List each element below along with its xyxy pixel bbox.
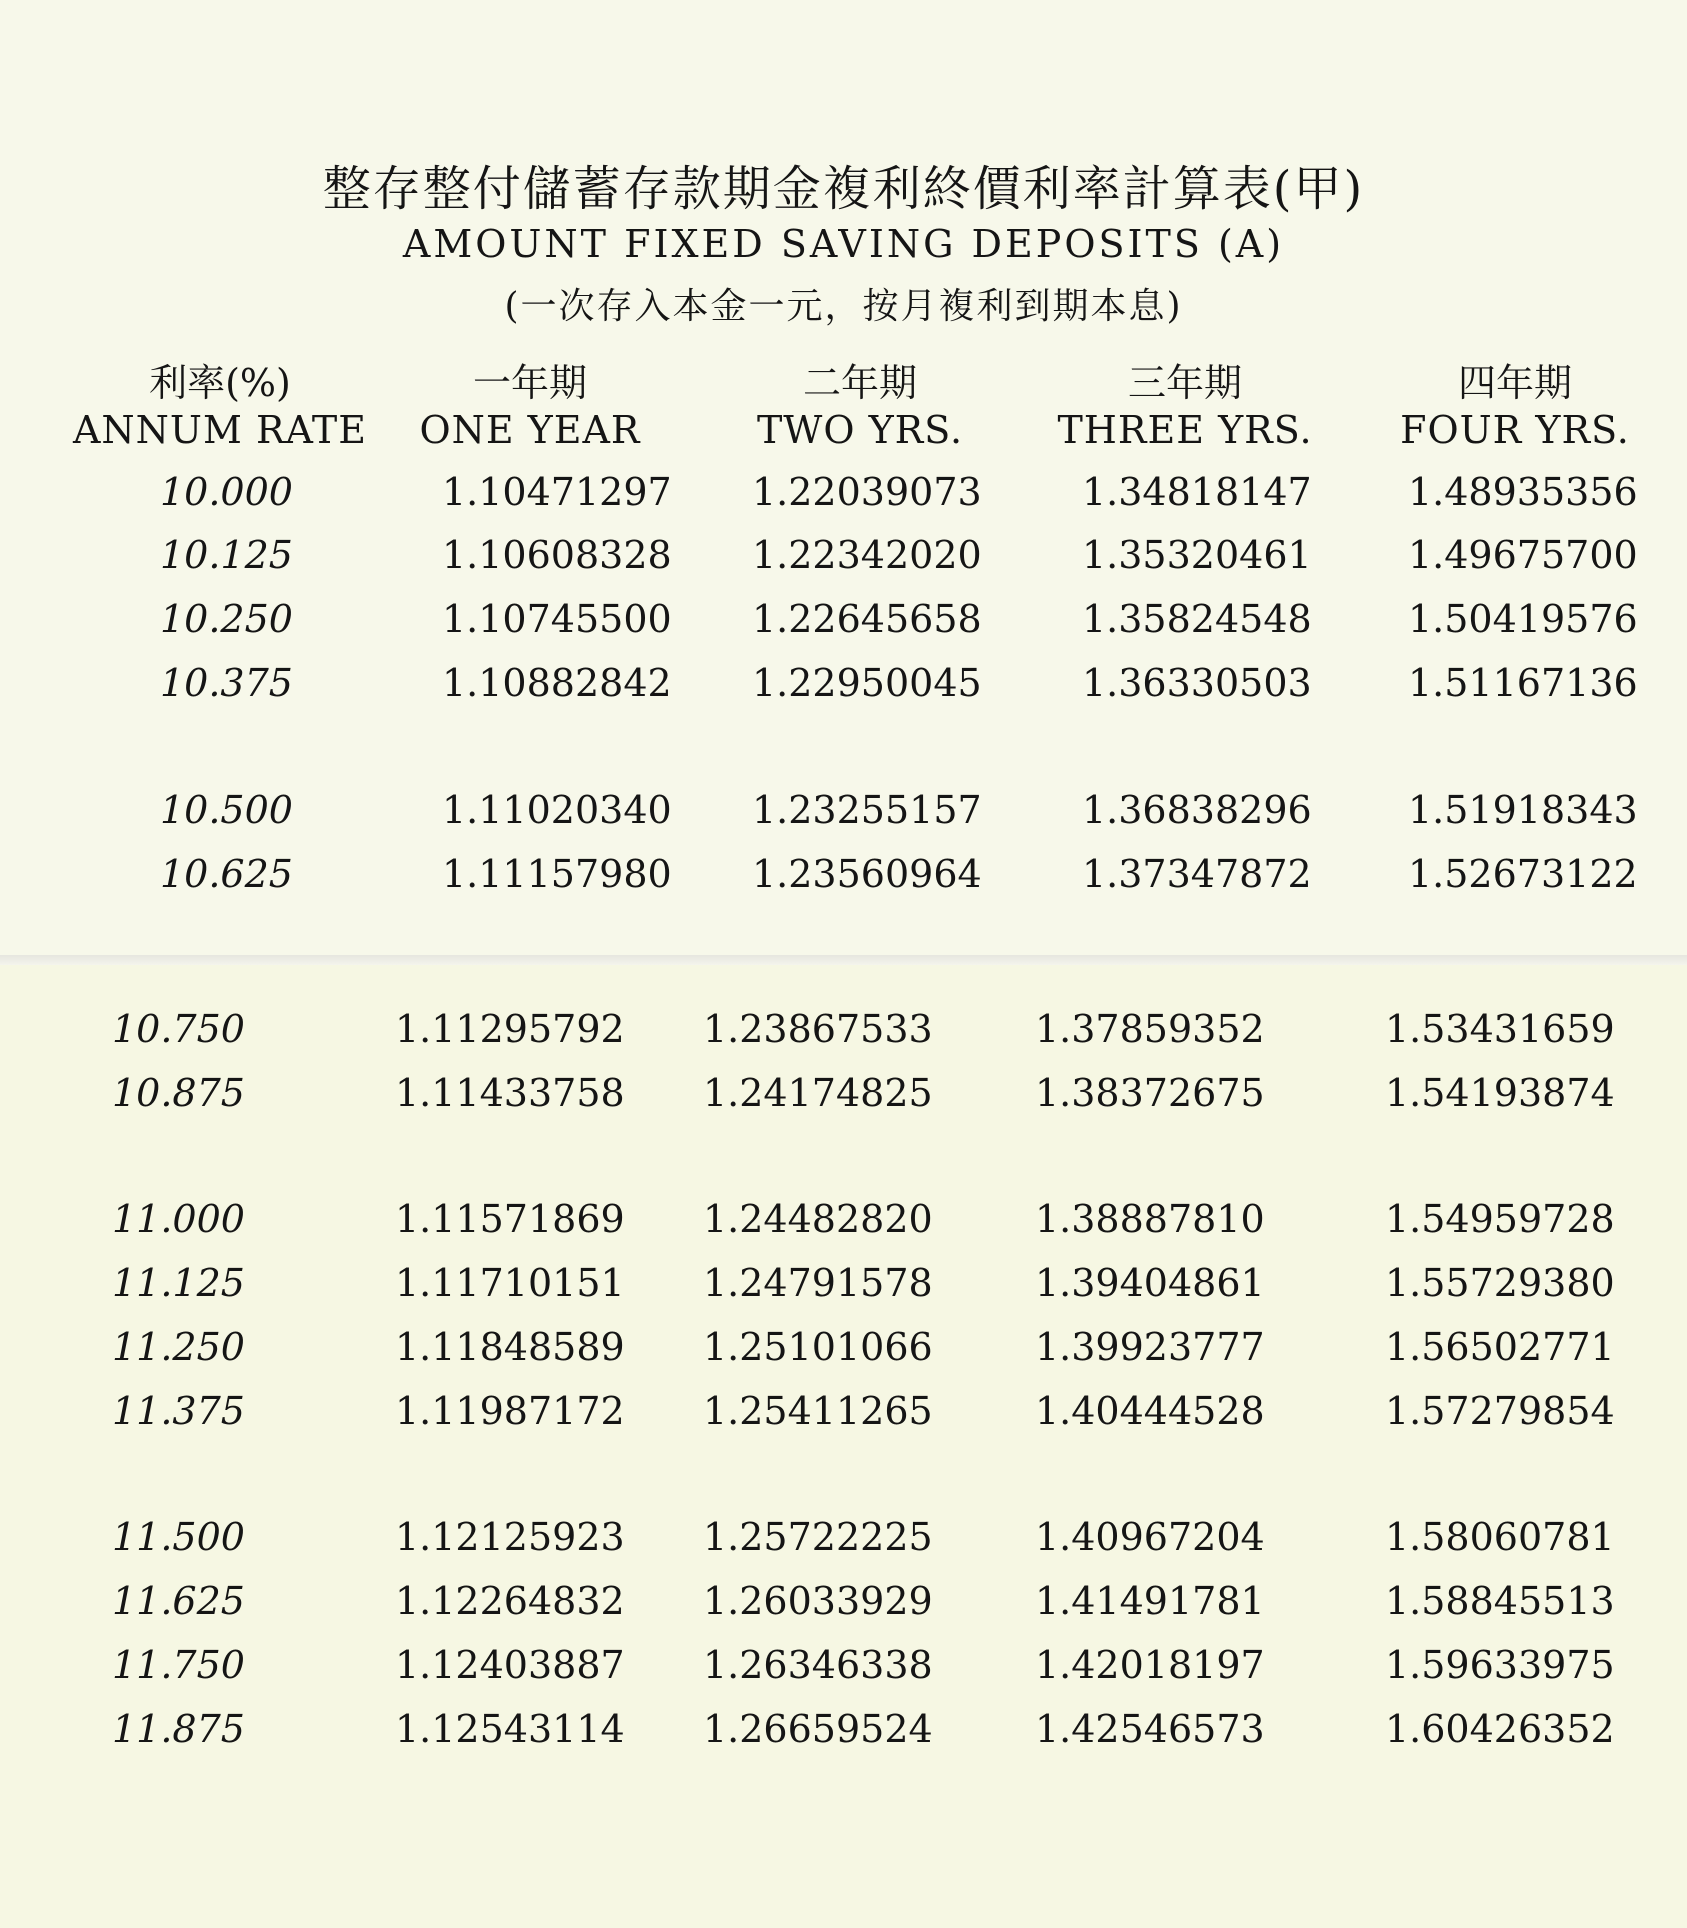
four-years-cell: 1.59633975	[1385, 1643, 1615, 1687]
page-divider	[0, 955, 1687, 965]
header-three-years-zh: 三年期	[1127, 361, 1242, 405]
rate-cell: 10.750	[112, 1007, 245, 1051]
two-years-cell: 1.22645658	[752, 597, 982, 641]
one-year-cell: 1.10608328	[442, 533, 672, 577]
header-rate-en: ANNUM RATE	[72, 408, 368, 452]
four-years-cell: 1.56502771	[1385, 1325, 1615, 1369]
rate-cell: 11.750	[112, 1643, 245, 1687]
four-years-cell: 1.51918343	[1408, 788, 1638, 832]
two-years-cell: 1.26659524	[703, 1707, 933, 1751]
three-years-cell: 1.39404861	[1035, 1261, 1265, 1305]
three-years-cell: 1.35320461	[1082, 533, 1312, 577]
two-years-cell: 1.23255157	[752, 788, 982, 832]
header-one-year-en: ONE YEAR	[419, 408, 641, 452]
two-years-cell: 1.23867533	[703, 1007, 933, 1051]
three-years-cell: 1.42018197	[1035, 1643, 1265, 1687]
three-years-cell: 1.40444528	[1035, 1389, 1265, 1433]
three-years-cell: 1.34818147	[1082, 470, 1312, 514]
four-years-cell: 1.60426352	[1385, 1707, 1615, 1751]
four-years-cell: 1.48935356	[1408, 470, 1638, 514]
two-years-cell: 1.26346338	[703, 1643, 933, 1687]
three-years-cell: 1.37347872	[1082, 852, 1312, 896]
one-year-cell: 1.12125923	[395, 1515, 625, 1559]
rate-cell: 11.125	[112, 1261, 245, 1305]
four-years-cell: 1.58060781	[1385, 1515, 1615, 1559]
rate-cell: 11.625	[112, 1579, 245, 1623]
one-year-cell: 1.11571869	[395, 1197, 625, 1241]
rate-cell: 11.875	[112, 1707, 245, 1751]
rate-cell: 10.000	[160, 470, 293, 514]
rate-cell: 11.375	[112, 1389, 245, 1433]
two-years-cell: 1.22950045	[752, 661, 982, 705]
three-years-cell: 1.39923777	[1035, 1325, 1265, 1369]
title-chinese: 整存整付儲蓄存款期金複利終價利率計算表(甲)	[322, 161, 1365, 217]
two-years-cell: 1.25411265	[703, 1389, 933, 1433]
two-years-cell: 1.24174825	[703, 1071, 933, 1115]
four-years-cell: 1.54959728	[1385, 1197, 1615, 1241]
rate-cell: 11.250	[112, 1325, 245, 1369]
three-years-cell: 1.38887810	[1035, 1197, 1265, 1241]
rate-cell: 10.500	[160, 788, 293, 832]
title-english: AMOUNT FIXED SAVING DEPOSITS (A)	[402, 222, 1285, 266]
two-years-cell: 1.22039073	[752, 470, 982, 514]
four-years-cell: 1.49675700	[1408, 533, 1638, 577]
two-years-cell: 1.26033929	[703, 1579, 933, 1623]
one-year-cell: 1.12403887	[395, 1643, 625, 1687]
three-years-cell: 1.37859352	[1035, 1007, 1265, 1051]
one-year-cell: 1.10471297	[442, 470, 672, 514]
one-year-cell: 1.11157980	[442, 852, 672, 896]
subtitle: (一次存入本金一元，按月複利到期本息)	[504, 286, 1183, 327]
two-years-cell: 1.23560964	[752, 852, 982, 896]
three-years-cell: 1.36330503	[1082, 661, 1312, 705]
header-three-years-en: THREE YRS.	[1057, 408, 1313, 452]
three-years-cell: 1.36838296	[1082, 788, 1312, 832]
rate-cell: 10.125	[160, 533, 293, 577]
header-one-year-zh: 一年期	[472, 361, 587, 405]
header-two-years-zh: 二年期	[802, 361, 917, 405]
three-years-cell: 1.38372675	[1035, 1071, 1265, 1115]
four-years-cell: 1.55729380	[1385, 1261, 1615, 1305]
one-year-cell: 1.12543114	[395, 1707, 625, 1751]
two-years-cell: 1.22342020	[752, 533, 982, 577]
rate-cell: 10.875	[112, 1071, 245, 1115]
header-two-years-en: TWO YRS.	[756, 408, 964, 452]
four-years-cell: 1.51167136	[1408, 661, 1638, 705]
two-years-cell: 1.25101066	[703, 1325, 933, 1369]
four-years-cell: 1.50419576	[1408, 597, 1638, 641]
four-years-cell: 1.53431659	[1385, 1007, 1615, 1051]
one-year-cell: 1.11987172	[395, 1389, 625, 1433]
four-years-cell: 1.52673122	[1408, 852, 1638, 896]
four-years-cell: 1.57279854	[1385, 1389, 1615, 1433]
one-year-cell: 1.12264832	[395, 1579, 625, 1623]
one-year-cell: 1.11848589	[395, 1325, 625, 1369]
three-years-cell: 1.35824548	[1082, 597, 1312, 641]
rate-cell: 10.625	[160, 852, 293, 896]
four-years-cell: 1.58845513	[1385, 1579, 1615, 1623]
two-years-cell: 1.24482820	[703, 1197, 933, 1241]
header-four-years-zh: 四年期	[1457, 361, 1572, 405]
one-year-cell: 1.11710151	[395, 1261, 625, 1305]
one-year-cell: 1.10745500	[442, 597, 672, 641]
one-year-cell: 1.11020340	[442, 788, 672, 832]
four-years-cell: 1.54193874	[1385, 1071, 1615, 1115]
two-years-cell: 1.24791578	[703, 1261, 933, 1305]
header-rate-zh: 利率(%)	[149, 361, 291, 405]
rate-cell: 10.375	[160, 661, 293, 705]
header-four-years-en: FOUR YRS.	[1400, 408, 1630, 452]
three-years-cell: 1.42546573	[1035, 1707, 1265, 1751]
three-years-cell: 1.40967204	[1035, 1515, 1265, 1559]
one-year-cell: 1.11433758	[395, 1071, 625, 1115]
rate-cell: 11.500	[112, 1515, 245, 1559]
one-year-cell: 1.10882842	[442, 661, 672, 705]
rate-cell: 10.250	[160, 597, 293, 641]
one-year-cell: 1.11295792	[395, 1007, 625, 1051]
three-years-cell: 1.41491781	[1035, 1579, 1265, 1623]
rate-cell: 11.000	[112, 1197, 245, 1241]
two-years-cell: 1.25722225	[703, 1515, 933, 1559]
